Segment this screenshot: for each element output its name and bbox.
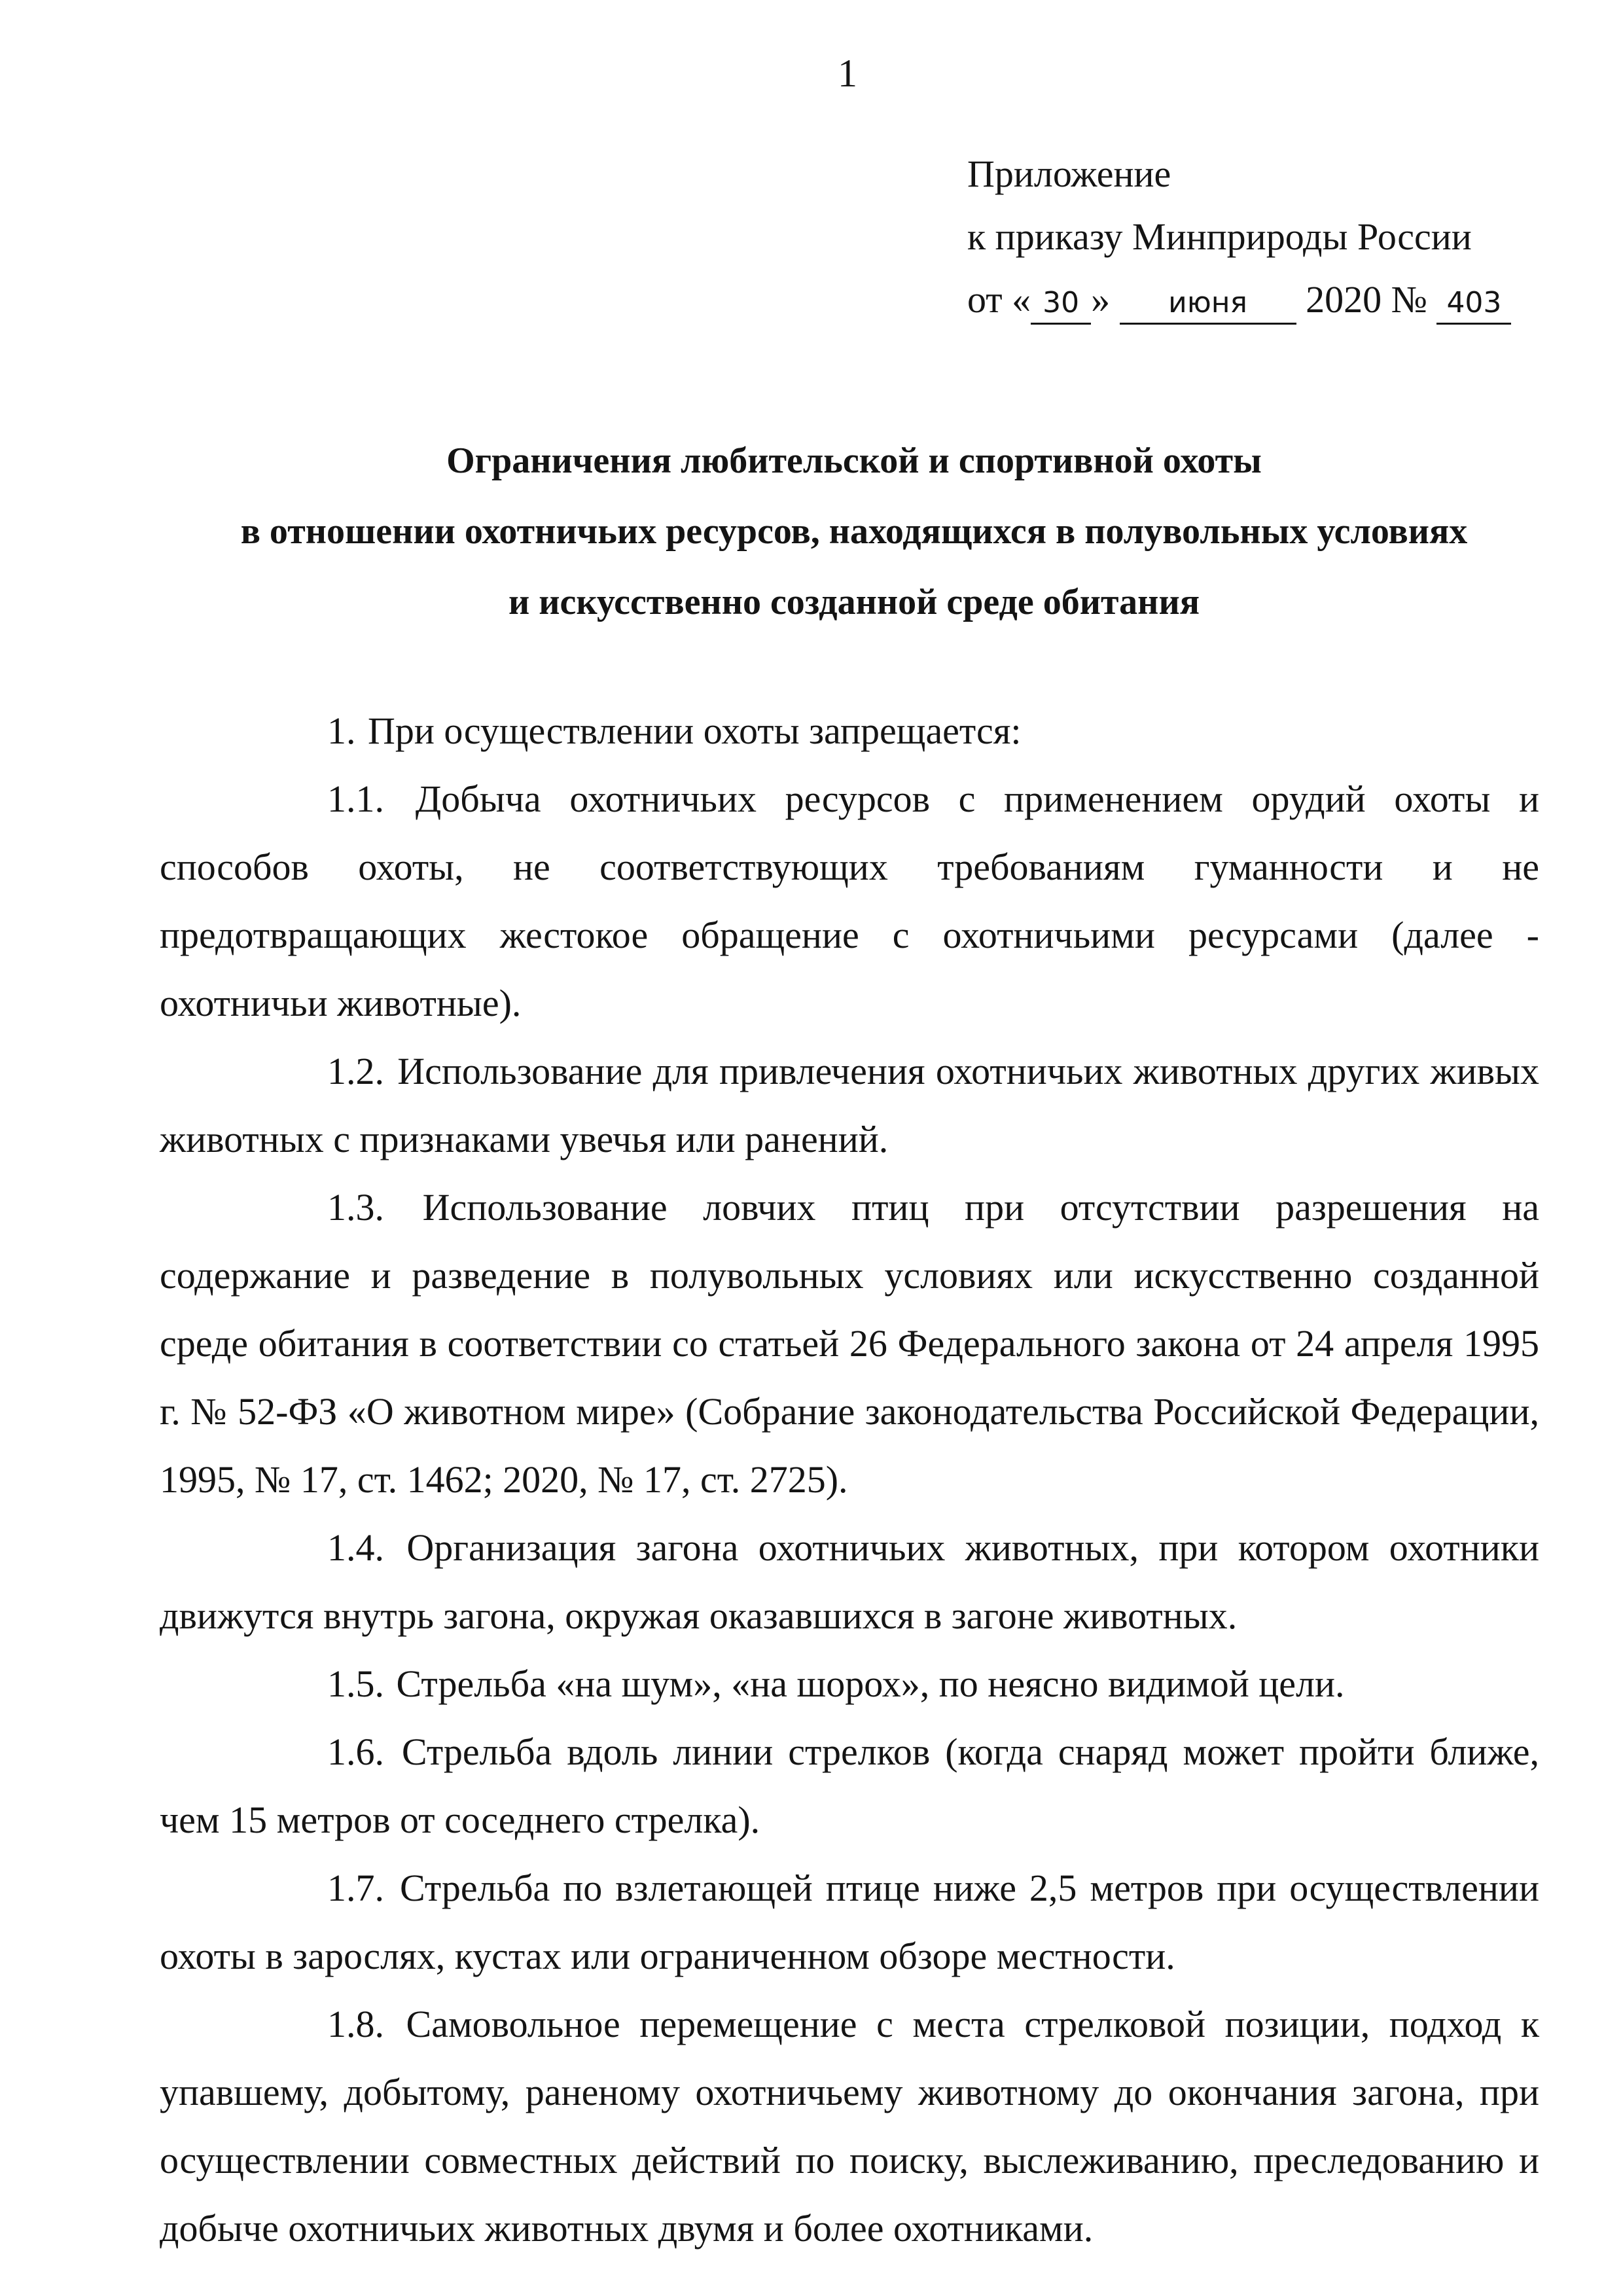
paragraph-text: Использование ловчих птиц при отсутствии разрешения на содержание и разведение в полувольных условиях или искусственно созданной среде обитания в соответствии со статьей 26 Федерального закона от 24 апреля 1995 г. № 52-ФЗ «О животном мире» (Собрание законодательства Российской Федерации, 1995, № 17, ст. 1462; 2020, № 17, ст. 2725).	[160, 1186, 1539, 1501]
paragraph-text: При осуществлении охоты запрещается:	[368, 709, 1022, 752]
date-month: июня	[1168, 286, 1248, 319]
page-number: 1	[838, 52, 857, 95]
title-line-2: в отношении охотничьих ресурсов, находящихся в полувольных условиях	[240, 511, 1468, 552]
paragraph-number: 1.7.	[327, 1867, 384, 1909]
date-month-field	[1120, 280, 1296, 325]
paragraph-number: 1.4.	[327, 1526, 384, 1569]
paragraph-1	[160, 697, 1539, 765]
document-body	[160, 697, 1539, 2263]
paragraph-text: Использование для привлечения охотничьих животных других живых животных с признаками увечья или ранений.	[160, 1050, 1540, 1160]
paragraph-number: 1.	[327, 709, 356, 752]
date-prefix: от «	[967, 278, 1031, 321]
date-day-field	[1031, 280, 1091, 325]
title-line-1: Ограничения любительской и спортивной охоты	[446, 440, 1262, 481]
paragraph-1-3	[160, 1174, 1539, 1514]
paragraph-number: 1.6.	[327, 1731, 384, 1773]
appendix-heading: Приложение	[967, 152, 1171, 195]
date-quote-close: »	[1091, 278, 1111, 321]
order-number-field	[1436, 280, 1511, 325]
date-day: 30	[1043, 286, 1080, 319]
number-sign: №	[1391, 278, 1427, 321]
paragraph-1-4	[160, 1514, 1539, 1650]
paragraph-number: 1.8.	[327, 2003, 384, 2045]
paragraph-1-8	[160, 1990, 1539, 2263]
paragraph-text: Добыча охотничьих ресурсов с применением орудий охоты и способов охоты, не соответствующих требованиям гуманности и не предотвращающих жестокое обращение с охотничьими ресурсами (далее - охотничьи животные).	[160, 778, 1540, 1024]
order-number: 403	[1446, 286, 1502, 319]
paragraph-number: 1.1.	[327, 778, 384, 820]
document-title	[0, 425, 1623, 637]
appendix-block	[967, 143, 1556, 331]
paragraph-number: 1.5.	[327, 1662, 384, 1705]
paragraph-1-5	[160, 1650, 1539, 1718]
paragraph-text: Стрельба по взлетающей птице ниже 2,5 метров при осуществлении охоты в зарослях, кустах или ограниченном обзоре местности.	[160, 1867, 1539, 1977]
paragraph-text: Самовольное перемещение с места стрелковой позиции, подход к упавшему, добытому, раненому охотничьему животному до окончания загона, при осуществлении совместных действий по поиску, выслеживанию, преследованию и добыче охотничьих животных двумя и более охотниками.	[160, 2003, 1539, 2250]
paragraph-number: 1.2.	[327, 1050, 384, 1092]
paragraph-number: 1.3.	[327, 1186, 384, 1229]
paragraph-1-7	[160, 1854, 1539, 1990]
date-year: 2020	[1306, 278, 1382, 321]
paragraph-text: Стрельба «на шум», «на шорох», по неясно видимой цели.	[396, 1662, 1345, 1705]
appendix-date-line	[967, 268, 1556, 331]
paragraph-1-1	[160, 765, 1539, 1037]
paragraph-1-2	[160, 1037, 1539, 1174]
title-line-3: и искусственно созданной среде обитания	[508, 582, 1200, 622]
paragraph-text: Стрельба вдоль линии стрелков (когда снаряд может пройти ближе, чем 15 метров от соседнего стрелка).	[160, 1731, 1539, 1841]
paragraph-1-6	[160, 1718, 1539, 1854]
appendix-order-reference: к приказу Минприроды России	[967, 215, 1472, 258]
paragraph-text: Организация загона охотничьих животных, при котором охотники движутся внутрь загона, окружая оказавшихся в загоне животных.	[160, 1526, 1540, 1637]
